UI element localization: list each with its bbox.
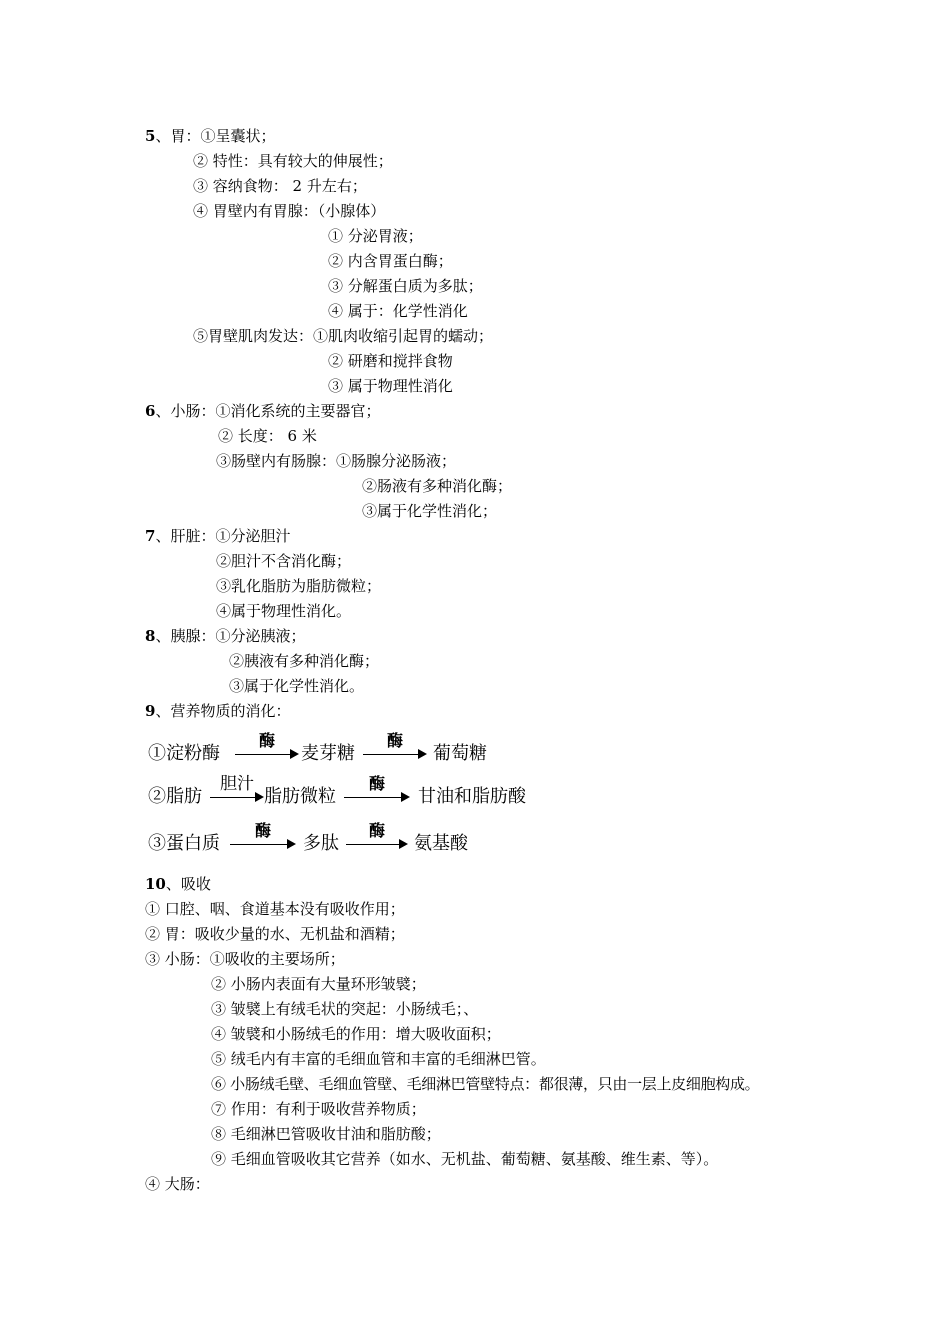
arrow-head-icon bbox=[287, 839, 296, 849]
reaction-arrow bbox=[346, 823, 408, 859]
flow-end-label: 葡萄糖 bbox=[433, 743, 487, 764]
s5-line: ① 分泌胃液； bbox=[328, 227, 423, 245]
s8-line: ②胰液有多种消化酶； bbox=[229, 652, 380, 670]
s7-line: ②胆汁不含消化酶； bbox=[216, 552, 352, 570]
arrow-label: 胆汁 bbox=[220, 774, 254, 794]
s10-line: ⑤ 绒毛内有丰富的毛细血管和丰富的毛细淋巴管。 bbox=[211, 1050, 546, 1068]
section-9-heading: 9、营养物质的消化： bbox=[145, 702, 291, 720]
arrow-head-icon bbox=[290, 749, 299, 759]
flow-start-label: ③蛋白质 bbox=[148, 833, 220, 854]
arrow-head-icon bbox=[255, 792, 264, 802]
arrow-label: 酶 bbox=[368, 774, 385, 793]
s10-line: ⑨ 毛细血管吸收其它营养（如水、无机盐、葡萄糖、氨基酸、维生素、等）。 bbox=[211, 1150, 719, 1168]
s6-line: ② 长度： 6 米 bbox=[218, 427, 317, 445]
digestion-flow-protein bbox=[148, 823, 648, 859]
s6-line: ③肠壁内有肠腺：①肠腺分泌肠液； bbox=[216, 452, 457, 470]
arrow-label: 酶 bbox=[386, 731, 403, 750]
s5-line: ④ 胃壁内有胃腺：（小腺体） bbox=[193, 202, 386, 220]
s10-line: ③ 皱襞上有绒毛状的突起：小肠绒毛；、 bbox=[211, 1000, 479, 1018]
s10-line: ③ 小肠：①吸收的主要场所； bbox=[145, 950, 345, 968]
section-8-heading: 8、胰腺：①分泌胰液； bbox=[145, 627, 306, 645]
arrow-head-icon bbox=[399, 839, 408, 849]
flow-start-label: ①淀粉酶 bbox=[148, 743, 220, 764]
s5-line: ② 研磨和搅拌食物 bbox=[328, 352, 453, 370]
s5-line: ③ 分解蛋白质为多肽； bbox=[328, 277, 483, 295]
s10-line: ② 胃：吸收少量的水、无机盐和酒精； bbox=[145, 925, 405, 943]
arrow-label: 酶 bbox=[368, 821, 385, 840]
flow-end-label: 氨基酸 bbox=[414, 833, 468, 854]
s10-line: ⑦ 作用：有利于吸收营养物质； bbox=[211, 1100, 426, 1118]
section-10-heading: 10、吸收 bbox=[145, 875, 211, 893]
reaction-arrow bbox=[344, 776, 410, 812]
digestion-flow-starch bbox=[148, 733, 648, 769]
s6-line: ③属于化学性消化； bbox=[362, 502, 498, 520]
s5-line: ④ 属于：化学性消化 bbox=[328, 302, 468, 320]
reaction-arrow bbox=[230, 823, 296, 859]
section-5-heading: 5、胃：①呈囊状； bbox=[145, 127, 276, 145]
s10-line: ⑧ 毛细淋巴管吸收甘油和脂肪酸； bbox=[211, 1125, 441, 1143]
s7-line: ③乳化脂肪为脂肪微粒； bbox=[216, 577, 382, 595]
section-7-heading: 7、肝脏：①分泌胆汁 bbox=[145, 527, 291, 545]
section-6-heading: 6、小肠：①消化系统的主要器官； bbox=[145, 402, 381, 420]
s5-line: ③ 属于物理性消化 bbox=[328, 377, 453, 395]
arrow-label: 酶 bbox=[254, 821, 271, 840]
flow-mid-label: 脂肪微粒 bbox=[264, 786, 336, 807]
s10-line: ④ 皱襞和小肠绒毛的作用：增大吸收面积； bbox=[211, 1025, 501, 1043]
s10-line: ① 口腔、咽、食道基本没有吸收作用； bbox=[145, 900, 405, 918]
reaction-arrow bbox=[210, 776, 264, 812]
s5-line: ③ 容纳食物： 2 升左右； bbox=[193, 177, 367, 195]
reaction-arrow bbox=[363, 733, 427, 769]
flow-start-label: ②脂肪 bbox=[148, 786, 202, 807]
s8-line: ③属于化学性消化。 bbox=[229, 677, 365, 695]
flow-mid-label: 麦芽糖 bbox=[301, 743, 355, 764]
reaction-arrow bbox=[235, 733, 299, 769]
arrow-label: 酶 bbox=[258, 731, 275, 750]
s6-line: ②肠液有多种消化酶； bbox=[362, 477, 513, 495]
s5-line: ⑤胃壁肌肉发达：①肌肉收缩引起胃的蠕动； bbox=[193, 327, 494, 345]
arrow-head-icon bbox=[401, 792, 410, 802]
s10-line: ④ 大肠： bbox=[145, 1175, 210, 1193]
s10-line: ② 小肠内表面有大量环形皱襞； bbox=[211, 975, 426, 993]
arrow-head-icon bbox=[418, 749, 427, 759]
digestion-flow-fat bbox=[148, 776, 648, 812]
flow-end-label: 甘油和脂肪酸 bbox=[418, 786, 526, 807]
flow-mid-label: 多肽 bbox=[303, 833, 339, 854]
s5-line: ② 特性：具有较大的伸展性； bbox=[193, 152, 393, 170]
s5-line: ② 内含胃蛋白酶； bbox=[328, 252, 453, 270]
s10-line: ⑥ 小肠绒毛壁、毛细血管壁、毛细淋巴管壁特点：都很薄，只由一层上皮细胞构成。 bbox=[211, 1075, 760, 1093]
s7-line: ④属于物理性消化。 bbox=[216, 602, 352, 620]
